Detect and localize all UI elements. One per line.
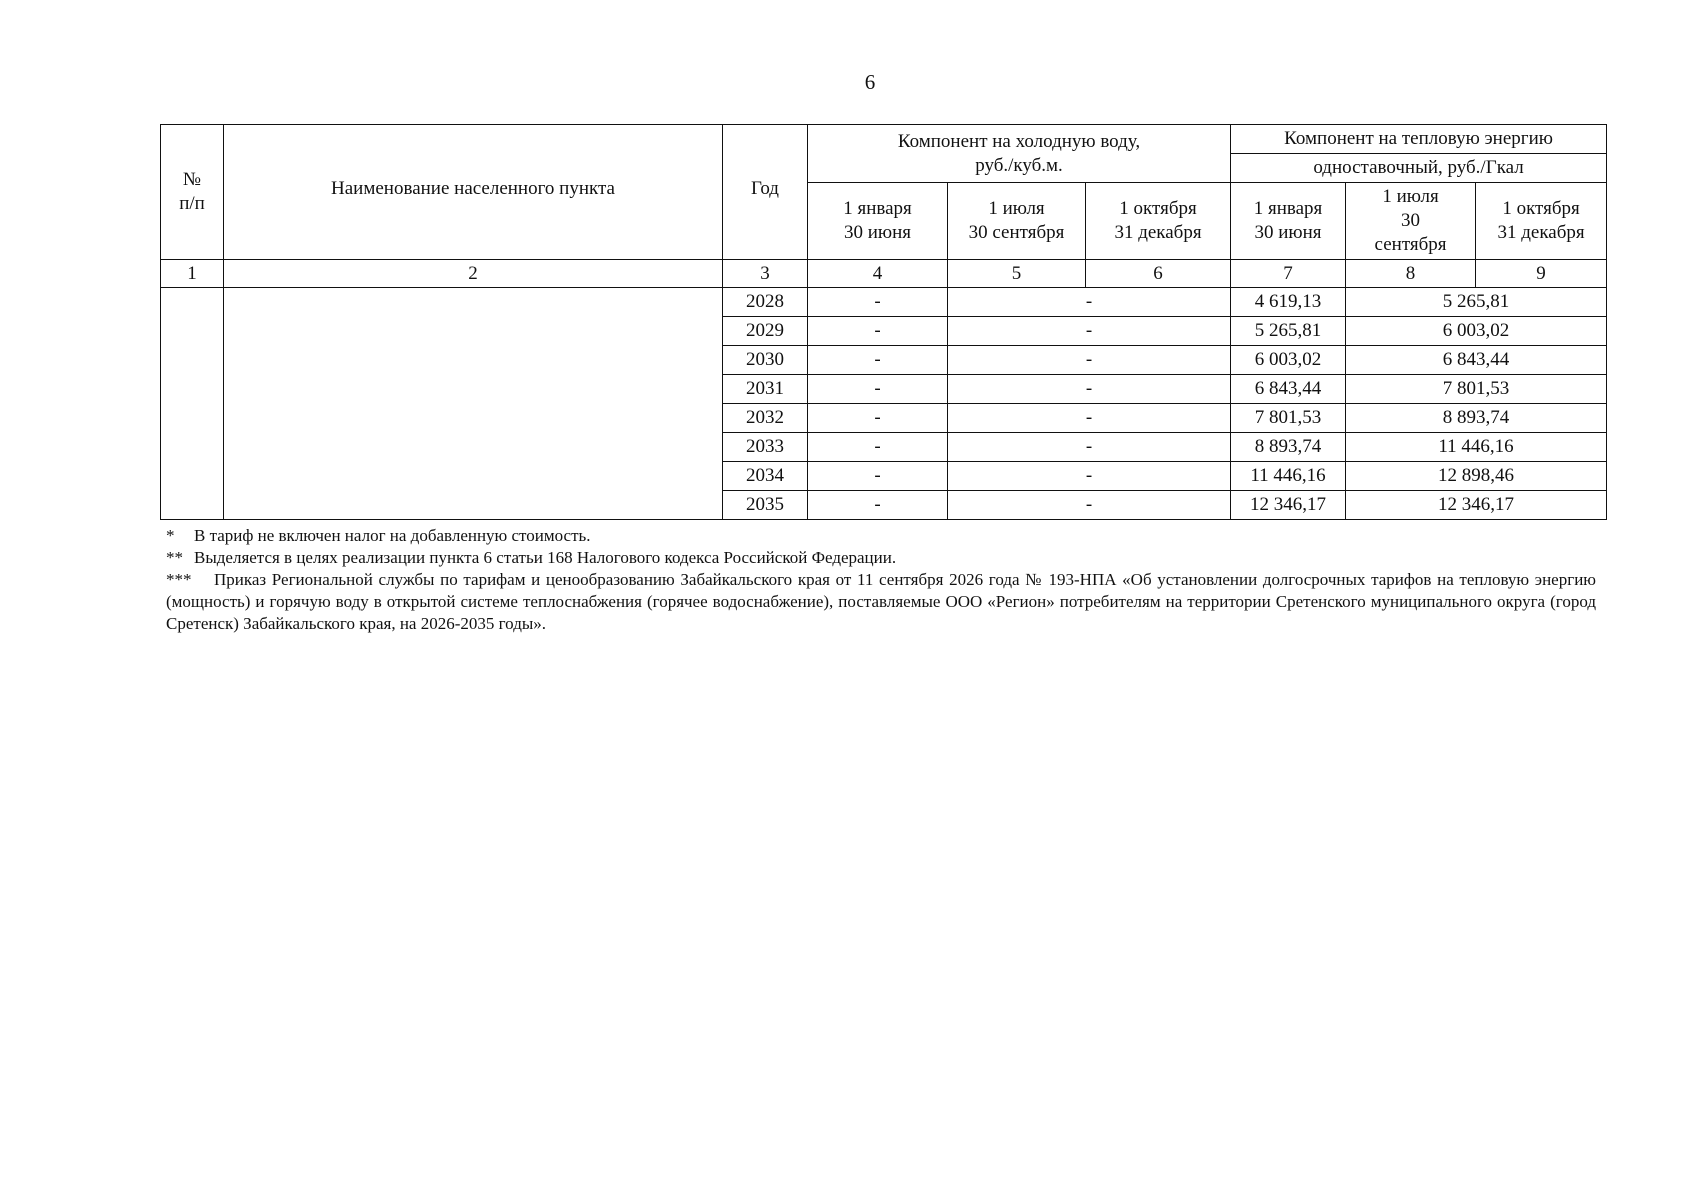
footnotes — [166, 525, 1596, 635]
header-number: № п/п — [161, 125, 224, 260]
heat-period-1-cell: 8 893,74 — [1231, 433, 1346, 462]
year-cell: 2030 — [723, 346, 808, 375]
heat-period-1-cell: 7 801,53 — [1231, 404, 1346, 433]
year-cell: 2028 — [723, 288, 808, 317]
column-number: 8 — [1346, 260, 1476, 288]
heat-period-2-3-cell: 12 898,46 — [1346, 462, 1607, 491]
tariff-table — [160, 124, 1607, 520]
cold-period-2-3-cell: - — [948, 288, 1231, 317]
heat-period-1-cell: 12 346,17 — [1231, 491, 1346, 520]
cold-period-1-cell: - — [808, 404, 948, 433]
heat-period-1-cell: 4 619,13 — [1231, 288, 1346, 317]
cold-period-1-cell: - — [808, 346, 948, 375]
cold-period-2-3-cell: - — [948, 346, 1231, 375]
footnote-mark: * — [166, 526, 175, 545]
column-number: 9 — [1476, 260, 1607, 288]
settlement-name-cell — [224, 288, 723, 520]
cold-period-1-cell: - — [808, 433, 948, 462]
cold-period-2-3-cell: - — [948, 491, 1231, 520]
footnote-3 — [166, 569, 1596, 635]
footnote-text: В тариф не включен налог на добавленную стоимость. — [194, 526, 591, 545]
column-number: 2 — [224, 260, 723, 288]
cold-period-1-cell: - — [808, 317, 948, 346]
column-number: 4 — [808, 260, 948, 288]
heat-period-2-3-cell: 7 801,53 — [1346, 375, 1607, 404]
header-year: Год — [723, 125, 808, 260]
year-cell: 2029 — [723, 317, 808, 346]
heat-period-1-cell: 6 003,02 — [1231, 346, 1346, 375]
header-period-cold-1: 1 января 30 июня — [808, 183, 948, 260]
footnote-text: Приказ Региональной службы по тарифам и ценообразованию Забайкальского края от 11 сентября 2026 года № 193-НПА «Об установлении долгосрочных тарифов на тепловую энергию (мощность) и горячую воду в открытой системе теплоснабжения (горячее водоснабжение), поставляемые ООО «Регион» потребителям на территории Сретенского муниципального округа (город Сретенск) Забайкальского края, на 2026-2035 годы». — [166, 570, 1596, 633]
cold-period-1-cell: - — [808, 491, 948, 520]
footnote-mark: ** — [166, 548, 183, 567]
year-cell: 2035 — [723, 491, 808, 520]
footnote-2 — [166, 547, 1596, 569]
column-number: 7 — [1231, 260, 1346, 288]
header-settlement-name: Наименование населенного пункта — [224, 125, 723, 260]
heat-period-1-cell: 5 265,81 — [1231, 317, 1346, 346]
page-number: 6 — [864, 70, 876, 94]
cold-period-2-3-cell: - — [948, 462, 1231, 491]
column-number: 5 — [948, 260, 1086, 288]
cold-period-1-cell: - — [808, 462, 948, 491]
cold-period-2-3-cell: - — [948, 375, 1231, 404]
heat-period-2-3-cell: 6 843,44 — [1346, 346, 1607, 375]
heat-period-1-cell: 11 446,16 — [1231, 462, 1346, 491]
column-numbers-row — [161, 260, 1607, 288]
year-cell: 2033 — [723, 433, 808, 462]
header-heat-group: Компонент на тепловую энергию — [1231, 125, 1607, 154]
header-period-cold-3: 1 октября 31 декабря — [1086, 183, 1231, 260]
header-cold-water-group: Компонент на холодную воду, руб./куб.м. — [808, 125, 1231, 183]
column-number: 1 — [161, 260, 224, 288]
year-cell: 2032 — [723, 404, 808, 433]
column-number: 6 — [1086, 260, 1231, 288]
footnote-text: Выделяется в целях реализации пункта 6 статьи 168 Налогового кодекса Российской Федерации. — [194, 548, 897, 567]
year-cell: 2034 — [723, 462, 808, 491]
heat-period-2-3-cell: 5 265,81 — [1346, 288, 1607, 317]
heat-period-2-3-cell: 8 893,74 — [1346, 404, 1607, 433]
cold-period-2-3-cell: - — [948, 404, 1231, 433]
footnote-1 — [166, 525, 1596, 547]
header-period-heat-2: 1 июля 30 сентября — [1346, 183, 1476, 260]
heat-period-1-cell: 6 843,44 — [1231, 375, 1346, 404]
column-number: 3 — [723, 260, 808, 288]
row-number-cell — [161, 288, 224, 520]
heat-period-2-3-cell: 12 346,17 — [1346, 491, 1607, 520]
table-row — [161, 288, 1607, 317]
cold-period-2-3-cell: - — [948, 433, 1231, 462]
header-period-heat-1: 1 января 30 июня — [1231, 183, 1346, 260]
cold-period-1-cell: - — [808, 375, 948, 404]
heat-period-2-3-cell: 6 003,02 — [1346, 317, 1607, 346]
header-period-heat-3: 1 октября 31 декабря — [1476, 183, 1607, 260]
year-cell: 2031 — [723, 375, 808, 404]
heat-period-2-3-cell: 11 446,16 — [1346, 433, 1607, 462]
footnote-mark: *** — [166, 570, 192, 589]
cold-period-2-3-cell: - — [948, 317, 1231, 346]
header-heat-subgroup: одноставочный, руб./Гкал — [1231, 154, 1607, 183]
header-period-cold-2: 1 июля 30 сентября — [948, 183, 1086, 260]
cold-period-1-cell: - — [808, 288, 948, 317]
